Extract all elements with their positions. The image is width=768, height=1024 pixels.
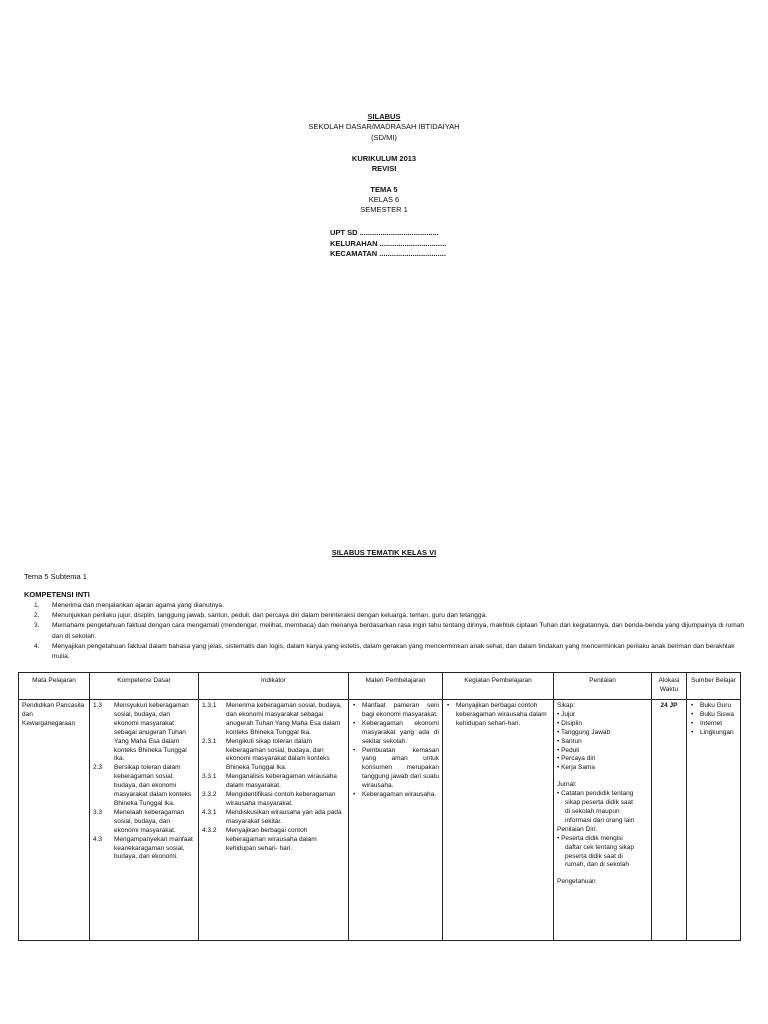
cell-indikator	[199, 700, 349, 941]
header-materi: Materi Pembelajaran	[349, 673, 443, 700]
cell-alokasi: 24 JP	[652, 700, 687, 941]
penilaian-diri-line: • Peserta didik mengisi	[557, 834, 623, 842]
jurnal-label: Jurnal:	[557, 781, 577, 789]
header-indikator: Indikator	[199, 673, 349, 700]
header-mapel: Mata Pelajaran	[19, 673, 90, 700]
header-alokasi: Alokasi Waktu	[652, 673, 687, 700]
cell-materi	[349, 700, 443, 941]
sumber-item: • Buku Siswa	[700, 711, 737, 720]
revisi-label: REVISI	[371, 164, 397, 173]
sikap-item: • Jujur	[557, 710, 576, 718]
sikap-item: • Tanggung Jawab	[557, 728, 611, 736]
cell-sumber	[687, 700, 741, 941]
syllabus-table	[18, 672, 741, 941]
sumber-item: • Lingkungan	[700, 729, 737, 738]
kurikulum-label: KURIKULUM 2013	[351, 154, 417, 163]
penilaian-diri-line: peserta didik saat di	[565, 852, 623, 860]
tema-subtema: Tema 5 Subtema 1	[24, 572, 87, 581]
jurnal-line: • Catatan pendidik tentang	[557, 790, 634, 798]
school-name: SEKOLAH DASAR/MADRASAH IBTIDAIYAH	[308, 122, 460, 131]
cell-penilaian	[554, 700, 652, 941]
sikap-label: Sikap:	[557, 702, 576, 709]
kelas-label: KELAS 6	[368, 195, 400, 204]
school-identity-block	[330, 228, 446, 260]
penilaian-diri-label: Penilaian Diri:	[557, 825, 598, 833]
kompetensi-inti-title: KOMPETENSI INTI	[24, 590, 90, 599]
kompetensi-inti-list	[34, 601, 746, 662]
jurnal-line: informasi dari orang lain	[565, 816, 635, 824]
sikap-item: • Kerja Sama	[557, 764, 596, 772]
semester-label: SEMESTER 1	[360, 205, 408, 214]
tema-label: TEMA 5	[370, 185, 398, 194]
ki-item: 1. Menerima dan menjalankan ajaran agama yang dianutnya.	[34, 602, 224, 609]
kd-item: 1.3 Mensyukuri keberagaman sosial, budaya, dan ekonomi masyarakat sebagai anugerah Tuhan Yang Maha Esa dalam konteks Bhineka Tunggal Ika.	[93, 702, 189, 763]
header-kd: Kompetensi Dasar	[90, 673, 199, 700]
materi-item: • Manfaat pameran seni bagi ekonomi masyarakat.	[362, 702, 439, 720]
school-abbr: (SD/MI)	[371, 133, 397, 142]
indikator-item: 3.3.1 Menganalisis keberagaman wirausaha dalam masyarakat.	[202, 773, 337, 790]
ki-item: 2. Menunjukkan perilaku jujur, disiplin, tanggung jawab, santun, peduli, dan percaya diri dalam berinteraksi dengan keluarga, teman, guru dan tetangga.	[34, 612, 488, 620]
kegiatan-item: • Menyajikan berbagai contoh keberagaman wirausaha dalam kehidupan sehari-hari.	[456, 702, 550, 729]
sikap-item: • Percaya diri	[557, 755, 596, 763]
ki-item: 4. Menyajikan pengetahuan faktual dalam bahasa yang jelas, sistematis dan logis, dalam karya yang estetis, dalam gerakan yang mencerminkan anak sehat, dan dalam tindakan yang mencerminkan perilaku anak beriman dan berakhlak mulia.	[34, 642, 735, 661]
materi-item: • Keberagaman wirausaha.	[362, 791, 439, 800]
kd-item: 4.3 Mengampanyekan manfaat keanekaragaman sosial, budaya, dan ekonomi.	[93, 835, 193, 861]
upt-sd-line: UPT SD ......................................	[330, 228, 439, 237]
table-header-row	[19, 673, 741, 700]
header-kegiatan: Kegiatan Pembelajaran	[443, 673, 554, 700]
sumber-item: • Internet	[700, 720, 737, 729]
jurnal-line: di sekolah maupun	[565, 807, 620, 815]
indikator-item: 4.3.1 Mendiskusikan wirausaha yan ada pada masyarakat sekitar.	[202, 808, 342, 825]
materi-item: • Keberagaman ekonomi masyarakat yang ada di sekitar sekolah.	[362, 720, 439, 747]
sumber-item: • Buku Guru	[700, 702, 737, 711]
cell-mapel: Pendidikan Pancasila dan Kewarganegaraan	[19, 700, 90, 941]
ki-item: 3. Memahami pengetahuan faktual dengan cara mengamati (mendengar, melihat, membaca) dan menanya berdasarkan rasa ingin tahu tentang dirinya, makhluk ciptaan Tuhan dan kegiatannya, dan benda-benda yang dijumpainya di rumah dan di sekolah.	[34, 622, 745, 640]
kelurahan-line: KELURAHAN ................................	[330, 238, 447, 248]
section-title: SILABUS TEMATIK KELAS VI	[331, 548, 437, 557]
pengetahuan-label: Pengetahuan	[557, 878, 596, 886]
sikap-item: • Disiplin	[557, 719, 583, 727]
cell-kegiatan	[443, 700, 554, 941]
cell-kd	[90, 700, 199, 941]
indikator-item: 4.3.2 Menyajikan berbagai contoh keberagaman wirausaha dalam kehidupan sehari- hari.	[202, 826, 317, 852]
indikator-item: 1.3.1 Menerima keberagaman sosial, budaya, dan ekonomi masyarakat sebagai anugerah Tuhan Yang Maha Esa dalam konteks Bhineka Tunggal Ika.	[202, 702, 342, 736]
jurnal-line: sikap peserta didik saat	[565, 799, 633, 807]
indikator-item: 3.3.2 Mengidentifikasi contoh keberagaman wirausaha masyarakat.	[202, 791, 336, 807]
kecamatan-line: KECAMATAN ................................	[330, 249, 446, 258]
kd-item: 2.3 Bersikap toleran dalam keberagaman sosial, budaya, dan ekonomi masyarakat dalam konteks Bhineka Tunggal Ika.	[93, 764, 192, 807]
table-row	[19, 700, 741, 941]
header-penilaian: Penilaian	[554, 673, 652, 700]
penilaian-diri-line: rumah, dan di sekolah	[565, 861, 629, 869]
materi-item: • Pembuatan kemasan yang aman untuk konsumen merupakan tanggung jawab dari suatu wirausaha.	[362, 747, 439, 792]
sikap-item: • Santun	[557, 737, 582, 745]
header-sumber: Sumber Belajar	[687, 673, 741, 700]
sikap-item: • Peduli	[557, 746, 580, 754]
indikator-item: 2.3.1 Mengikuti sikap toleran dalam keberagaman sosial, budaya, dan ekonomi masyarakat dalam konteks Bhineka Tunggal Ika.	[202, 737, 330, 772]
kd-item: 3.3 Menelaah keberagaman sosial, budaya, dan ekonomi masyarakat.	[93, 808, 185, 834]
title-silabus: SILABUS	[367, 112, 401, 121]
penilaian-diri-line: daftar cek tentang sikap	[565, 843, 635, 851]
